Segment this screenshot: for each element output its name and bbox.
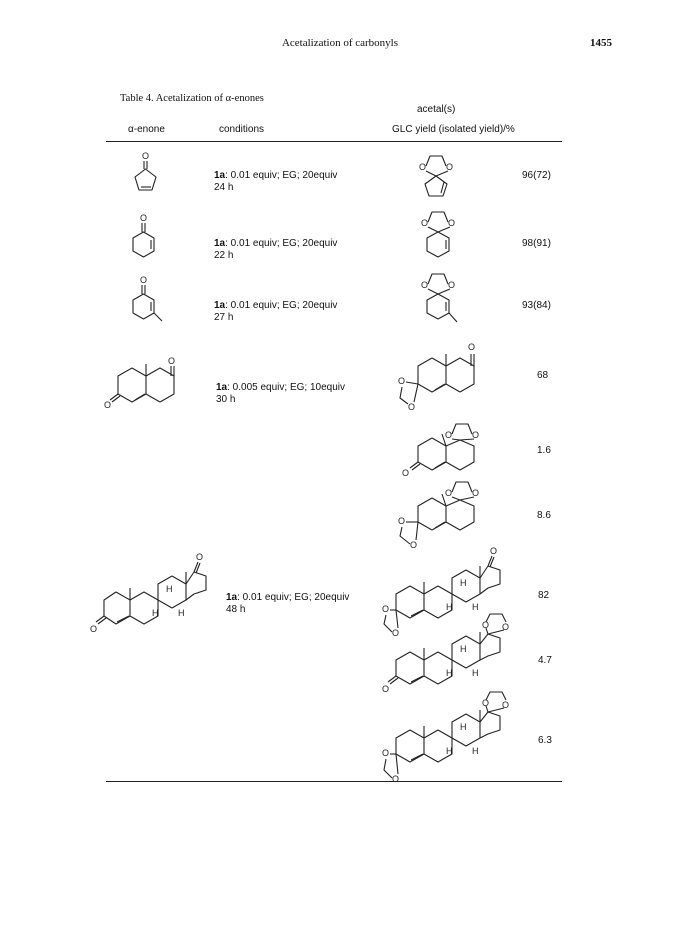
androstenedione-17-acetal-structure — [382, 614, 520, 700]
yield-row-1: 96(72) — [522, 170, 551, 181]
yield-row-4c: 8.6 — [537, 510, 551, 521]
conditions-row-2 — [214, 238, 337, 262]
reaction-time: 22 h — [214, 250, 234, 261]
atom-label: O — [398, 516, 406, 526]
atom-label: O — [472, 488, 480, 498]
running-title: Acetalization of carbonyls — [281, 37, 399, 49]
catalyst-label: 1a — [214, 300, 226, 311]
atom-label: O — [382, 748, 390, 758]
atom-label: O — [445, 488, 453, 498]
yield-row-3: 93(84) — [522, 300, 551, 311]
androstenedione-structure — [90, 552, 228, 640]
conditions-row-3 — [214, 300, 337, 324]
atom-label: O — [468, 342, 476, 352]
table-top-rule — [106, 141, 562, 142]
wm-ketone-monoacetal-structure — [398, 338, 502, 420]
atom-label: H — [152, 608, 159, 618]
cyclopentenone-structure — [126, 150, 166, 196]
atom-label: O — [410, 540, 418, 550]
conditions-text: : 0.01 equiv; EG; 20equiv — [225, 170, 338, 181]
methylcyclohexenone-acetal-structure — [416, 270, 468, 336]
atom-label: H — [166, 584, 173, 594]
atom-label: H — [460, 722, 467, 732]
atom-label: O — [472, 430, 480, 440]
wm-ketone-bisacetal-structure — [398, 478, 502, 554]
atom-label: H — [446, 668, 453, 678]
yield-row-4b: 1.6 — [537, 445, 551, 456]
wieland-miescher-ketone-structure — [106, 356, 190, 428]
atom-label: O — [168, 356, 176, 366]
atom-label: O — [402, 468, 410, 478]
yield-row-4a: 68 — [537, 370, 549, 381]
table-bottom-rule — [106, 781, 562, 782]
conditions-text: : 0.01 equiv; EG; 20equiv — [225, 238, 338, 249]
page-number: 1455 — [590, 37, 612, 49]
yield-row-5b: 4.7 — [538, 655, 552, 666]
conditions-row-4 — [216, 382, 345, 406]
atom-label: O — [421, 280, 429, 290]
atom-label: O — [502, 622, 510, 632]
atom-label: H — [460, 644, 467, 654]
yield-row-2: 98(91) — [522, 238, 551, 249]
atom-label: H — [472, 746, 479, 756]
catalyst-label: 1a — [226, 592, 238, 603]
conditions-text: : 0.01 equiv; EG; 20equiv — [225, 300, 338, 311]
catalyst-label: 1a — [214, 238, 226, 249]
atom-label: O — [142, 151, 150, 161]
column-header-yield: GLC yield (isolated yield)/% — [392, 124, 515, 135]
table-caption: Table 4. Acetalization of α-enones — [120, 93, 264, 104]
conditions-text: : 0.005 equiv; EG; 10equiv — [227, 382, 345, 393]
atom-label: H — [472, 668, 479, 678]
reaction-time: 30 h — [216, 394, 236, 405]
atom-label: O — [482, 698, 490, 708]
conditions-text: : 0.01 equiv; EG; 20equiv — [237, 592, 350, 603]
atom-label: O — [448, 218, 456, 228]
atom-label: H — [178, 608, 185, 618]
atom-label: O — [482, 620, 490, 630]
conditions-row-5 — [226, 592, 349, 616]
catalyst-label: 1a — [216, 382, 228, 393]
atom-label: H — [460, 578, 467, 588]
atom-label: O — [382, 684, 390, 694]
atom-label: O — [446, 162, 454, 172]
methylcyclohexenone-structure — [128, 274, 172, 332]
atom-label: H — [446, 746, 453, 756]
atom-label: O — [140, 213, 148, 223]
column-header-conditions: conditions — [219, 124, 265, 135]
atom-label: O — [90, 624, 98, 634]
wm-ketone-c9-acetal-structure — [398, 420, 502, 480]
atom-label: O — [408, 402, 416, 412]
androstenedione-bisacetal-structure — [384, 692, 514, 792]
column-header-enone: α-enone — [128, 124, 165, 135]
atom-label: O — [392, 774, 400, 784]
atom-label: O — [502, 700, 510, 710]
yield-row-5c: 6.3 — [538, 735, 552, 746]
atom-label: O — [421, 218, 429, 228]
atom-label: O — [382, 604, 390, 614]
atom-label: O — [140, 275, 148, 285]
reaction-time: 24 h — [214, 182, 234, 193]
cyclopentenone-acetal-structure — [414, 146, 464, 202]
cyclohexenone-structure — [128, 212, 168, 268]
atom-label: O — [448, 280, 456, 290]
atom-label: H — [446, 602, 453, 612]
atom-label: O — [419, 162, 427, 172]
atom-label: O — [398, 376, 406, 386]
reaction-time: 48 h — [226, 604, 246, 615]
yield-row-5a: 82 — [538, 590, 550, 601]
atom-label: O — [196, 552, 204, 562]
atom-label: O — [392, 628, 400, 638]
conditions-row-1 — [214, 170, 337, 194]
column-header-acetals: acetal(s) — [417, 104, 456, 115]
atom-label: H — [472, 602, 479, 612]
atom-label: O — [104, 400, 112, 410]
atom-label: O — [490, 546, 498, 556]
atom-label: O — [445, 430, 453, 440]
cyclohexenone-acetal-structure — [416, 208, 466, 272]
catalyst-label: 1a — [214, 170, 226, 181]
reaction-time: 27 h — [214, 312, 234, 323]
